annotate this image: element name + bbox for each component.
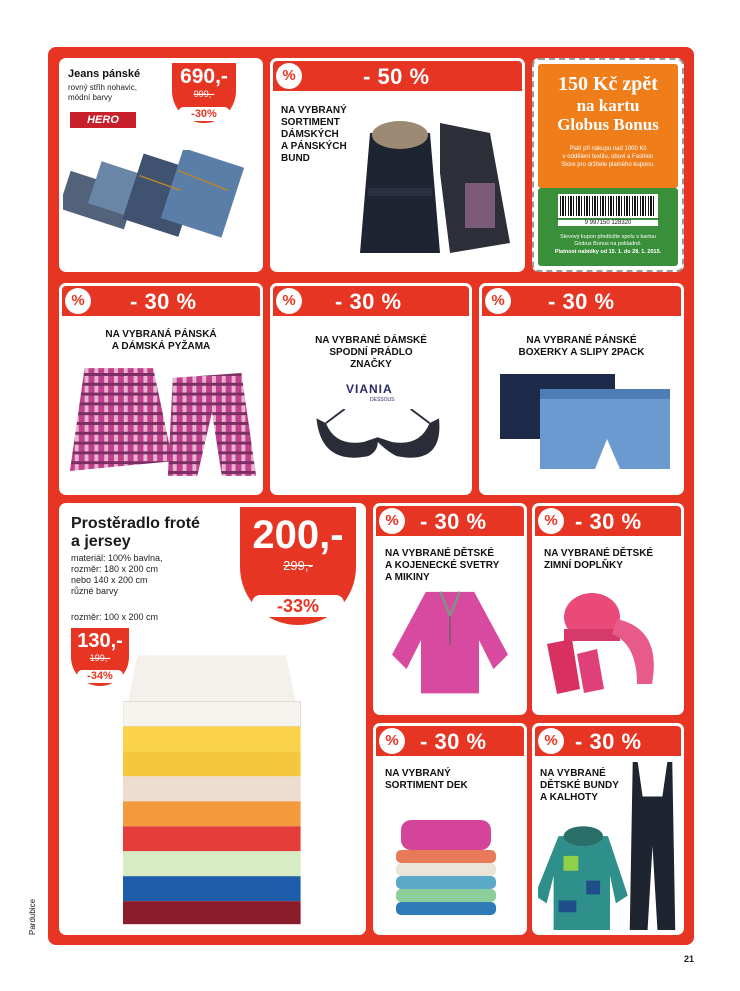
kids-accessories-discount: - 30 % xyxy=(575,509,642,534)
sheets-card[interactable] xyxy=(59,503,366,935)
sheets-stack-image xyxy=(123,641,315,929)
kids-sweaters-discount: - 30 % xyxy=(420,509,487,534)
percent-icon: % xyxy=(538,728,564,754)
pyjamas-card[interactable] xyxy=(59,283,263,495)
sheets-small-old-price: 199,- xyxy=(89,653,111,663)
kids-jackets-discount-band xyxy=(532,723,684,759)
boxers-caption-2: BOXERKY A SLIPY 2PACK xyxy=(518,347,645,358)
jackets-caption-1: NA VYBRANÝ xyxy=(281,105,347,116)
sheets-small-price-tag xyxy=(71,628,129,686)
coupon-note-2: Globus Bonus na pokladně. xyxy=(574,241,642,247)
blankets-stack-image xyxy=(391,815,521,925)
coupon-info-3: Store pro držitele platného kuponu. xyxy=(561,162,655,168)
kids-jackets-caption-2: DĚTSKÉ BUNDY xyxy=(540,780,619,791)
jeans-old-price: 999,- xyxy=(193,89,215,99)
jeans-price: 690,- xyxy=(180,65,228,88)
coupon-line-2: na kartu xyxy=(576,96,640,115)
jackets-discount: - 50 % xyxy=(363,64,430,89)
sheets-big-discount: -33% xyxy=(252,595,344,617)
jeans-discount: -30% xyxy=(178,107,230,121)
kids-jackets-discount: - 30 % xyxy=(575,729,642,754)
sheets-spec-5: rozměr: 100 x 200 cm xyxy=(71,612,159,622)
blankets-caption-2: SORTIMENT DEK xyxy=(385,780,468,791)
sheets-spec-4: různé barvy xyxy=(71,586,119,596)
jeans-stack-image xyxy=(63,150,259,260)
jackets-discount-band xyxy=(270,58,525,94)
sheets-title-1: Prostěradlo froté xyxy=(71,515,200,532)
jackets-caption-4: A PÁNSKÝCH xyxy=(281,141,347,152)
boxers-discount-band xyxy=(479,283,684,319)
sheets-small-discount: -34% xyxy=(77,670,123,683)
sheets-small-price: 130,- xyxy=(77,630,123,652)
kids-jacket-pants-image xyxy=(538,757,678,935)
sheets-spec-3: nebo 140 x 200 cm xyxy=(71,575,148,585)
coupon-amount: 150 Kč zpět xyxy=(558,73,658,95)
pyjamas-discount-band xyxy=(59,283,263,319)
sheets-big-old-price: 299,- xyxy=(283,558,313,573)
viania-logo-sub: DESSOUS xyxy=(370,397,395,403)
boxers-image xyxy=(495,369,675,479)
blankets-card[interactable] xyxy=(373,723,527,935)
jeans-price-tag xyxy=(172,63,236,123)
kids-accessories-caption-2: ZIMNÍ DOPLŇKY xyxy=(544,560,623,571)
jackets-image xyxy=(340,113,520,263)
viania-logo: VIANIA xyxy=(346,382,393,396)
coupon-note-1: Slevový kupon předložte spolu s kartou xyxy=(560,234,656,240)
blankets-discount: - 30 % xyxy=(420,729,487,754)
kids-sweaters-card[interactable] xyxy=(373,503,527,715)
percent-icon: % xyxy=(379,508,405,534)
hero-brand-logo: HERO xyxy=(70,112,136,128)
barcode xyxy=(558,194,658,218)
kids-jackets-caption-3: A KALHOTY xyxy=(540,792,598,803)
winter-accessories-image xyxy=(542,589,672,699)
blankets-caption-1: NA VYBRANÝ xyxy=(385,768,451,779)
globus-bonus-coupon[interactable] xyxy=(532,58,684,272)
underwear-caption-1: NA VYBRANÉ DÁMSKÉ xyxy=(315,335,427,346)
sheets-spec-1: materiál: 100% bavlna, xyxy=(71,553,163,563)
region-label: Pardubice xyxy=(28,898,37,935)
percent-icon: % xyxy=(276,63,302,89)
jeans-desc-2: módní barvy xyxy=(68,93,113,102)
underwear-discount: - 30 % xyxy=(335,289,402,314)
jeans-desc-1: rovný střih nohavic, xyxy=(68,83,137,92)
jackets-card[interactable] xyxy=(270,58,525,272)
jackets-caption-2: SORTIMENT xyxy=(281,117,340,128)
kids-sweaters-caption-3: A MIKINY xyxy=(385,572,430,583)
pyjamas-image xyxy=(65,363,261,481)
underwear-card[interactable] xyxy=(270,283,472,495)
kids-sweaters-caption-2: A KOJENECKÉ SVETRY xyxy=(385,560,500,571)
sheets-title-2: a jersey xyxy=(71,533,131,550)
kids-jackets-card[interactable] xyxy=(532,723,684,935)
jeans-card[interactable] xyxy=(59,58,263,272)
percent-icon: % xyxy=(379,728,405,754)
percent-icon: % xyxy=(276,288,302,314)
underwear-caption-3: ZNAČKY xyxy=(350,359,392,370)
pyjamas-discount: - 30 % xyxy=(130,289,197,314)
kids-accessories-discount-band xyxy=(532,503,684,539)
kids-sweaters-caption-1: NA VYBRANÉ DĚTSKÉ xyxy=(385,548,495,559)
kids-accessories-card[interactable] xyxy=(532,503,684,715)
percent-icon: % xyxy=(65,288,91,314)
percent-icon: % xyxy=(485,288,511,314)
underwear-caption-2: SPODNÍ PRÁDLO xyxy=(329,347,413,358)
boxers-card[interactable] xyxy=(479,283,684,495)
percent-icon: % xyxy=(538,508,564,534)
blankets-discount-band xyxy=(373,723,527,759)
kids-accessories-caption-1: NA VYBRANÉ DĚTSKÉ xyxy=(544,548,654,559)
kids-sweaters-discount-band xyxy=(373,503,527,539)
pyjamas-caption-1: NA VYBRANÁ PÁNSKÁ xyxy=(105,329,217,340)
kids-jackets-caption-1: NA VYBRANÉ xyxy=(540,768,606,779)
barcode-number: 9 997150 128320 xyxy=(558,220,658,226)
coupon-info-2: v oddělení textilu, obuvi a Fashion xyxy=(562,154,654,160)
sheets-big-price-tag xyxy=(240,507,356,625)
jackets-caption-5: BUND xyxy=(281,153,310,164)
coupon-validity: Platnost nabídky od 15. 1. do 28. 1. 2015. xyxy=(554,249,662,255)
coupon-info-1: Platí při nákupu nad 1000 Kč xyxy=(569,146,647,152)
jeans-title: Jeans pánské xyxy=(68,68,141,80)
pyjamas-caption-2: A DÁMSKÁ PYŽAMA xyxy=(111,341,211,352)
boxers-discount: - 30 % xyxy=(548,289,615,314)
coupon-line-3: Globus Bonus xyxy=(557,115,659,134)
bra-image xyxy=(288,409,458,475)
sheets-spec-2: rozměr: 180 x 200 cm xyxy=(71,564,159,574)
jackets-caption-3: DÁMSKÝCH xyxy=(281,129,339,140)
underwear-discount-band xyxy=(270,283,472,319)
boxers-caption-1: NA VYBRANÉ PÁNSKÉ xyxy=(526,335,637,346)
sheets-big-price: 200,- xyxy=(252,513,344,557)
page-number: 21 xyxy=(684,954,695,964)
sweater-image xyxy=(385,587,515,703)
